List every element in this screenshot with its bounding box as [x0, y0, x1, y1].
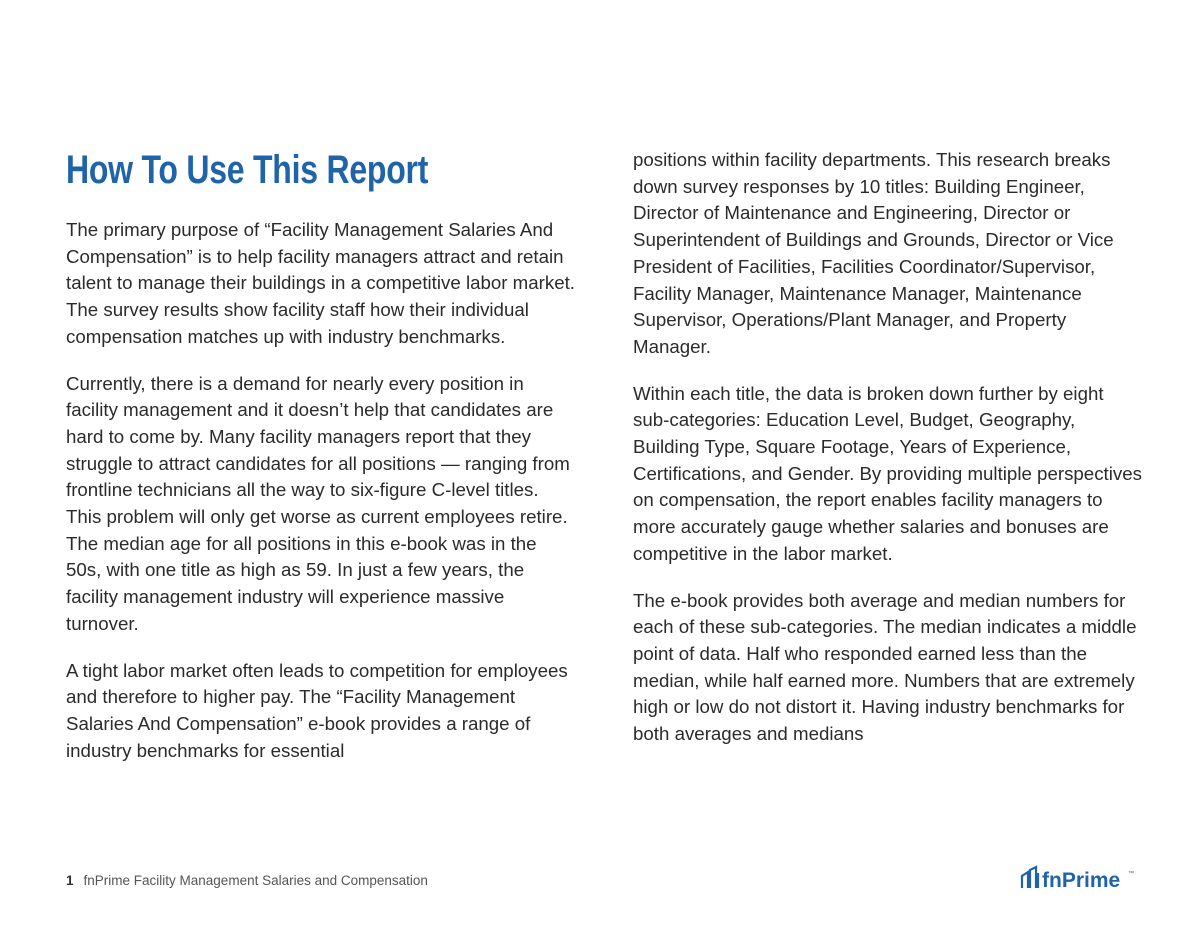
footer-text: fnPrime Facility Management Salaries and Compensation — [83, 873, 428, 888]
page-number: 1 — [66, 873, 74, 888]
paragraph: Currently, there is a demand for nearly every position in facility management and it doesn’t help that candidates are hard to come by. Many facility managers report that they struggle to attract candidates for all positions — ranging from frontline technicians all the way to six-figure C-level titles. This problem will only get worse as current employees retire. The median age for all positions in this e-book was in the 50s, with one title as high as 59. In just a few years, the facility management industry will experience massive turnover. — [66, 372, 570, 634]
building-icon — [1022, 867, 1038, 888]
fnprime-logo — [1020, 864, 1136, 892]
paragraph: Within each title, the data is broken down further by eight sub-categories: Education Level, Budget, Geography, Building Type, Square Footage, Years of Experience, Certifications, and Gender. By providing multiple perspectives on compensation, the report enables facility managers to more accurately gauge whether salaries and bonuses are competitive in the labor market. — [633, 382, 1142, 564]
page-title: How To Use This Report — [66, 148, 429, 192]
logo-trademark: ™ — [1128, 871, 1134, 877]
logo-text: fnPrime — [1042, 869, 1121, 892]
paragraph: positions within facility departments. This research breaks down survey responses by 10 titles: Building Engineer, Director of Maintenance and Engineering, Director or Superintendent of Buildings and Grounds, Director or Vice President of Facilities, Facilities Coordinator/Supervisor, Facility Manager, Maintenance Manager, Maintenance Supervisor, Operations/Plant Manager, and Property Manager. — [633, 149, 1114, 357]
right-column — [633, 147, 1143, 768]
footer — [66, 872, 428, 890]
paragraph: A tight labor market often leads to competition for employees and therefore to higher pay. The “Facility Management Salaries And Compensation” e-book provides a range of industry benchmarks for essential — [66, 659, 568, 761]
left-column — [66, 217, 576, 784]
paragraph: The e-book provides both average and median numbers for each of these sub-categories. The median indicates a middle point of data. Half who responded earned less than the median, while half earned more. Numbers that are extremely high or low do not distort it. Having industry benchmarks for both averages and medians — [633, 589, 1137, 745]
paragraph: The primary purpose of “Facility Management Salaries And Compensation” is to help facility managers attract and retain talent to manage their buildings in a competitive labor market. The survey results show facility staff how their individual compensation matches up with industry benchmarks. — [66, 219, 575, 347]
